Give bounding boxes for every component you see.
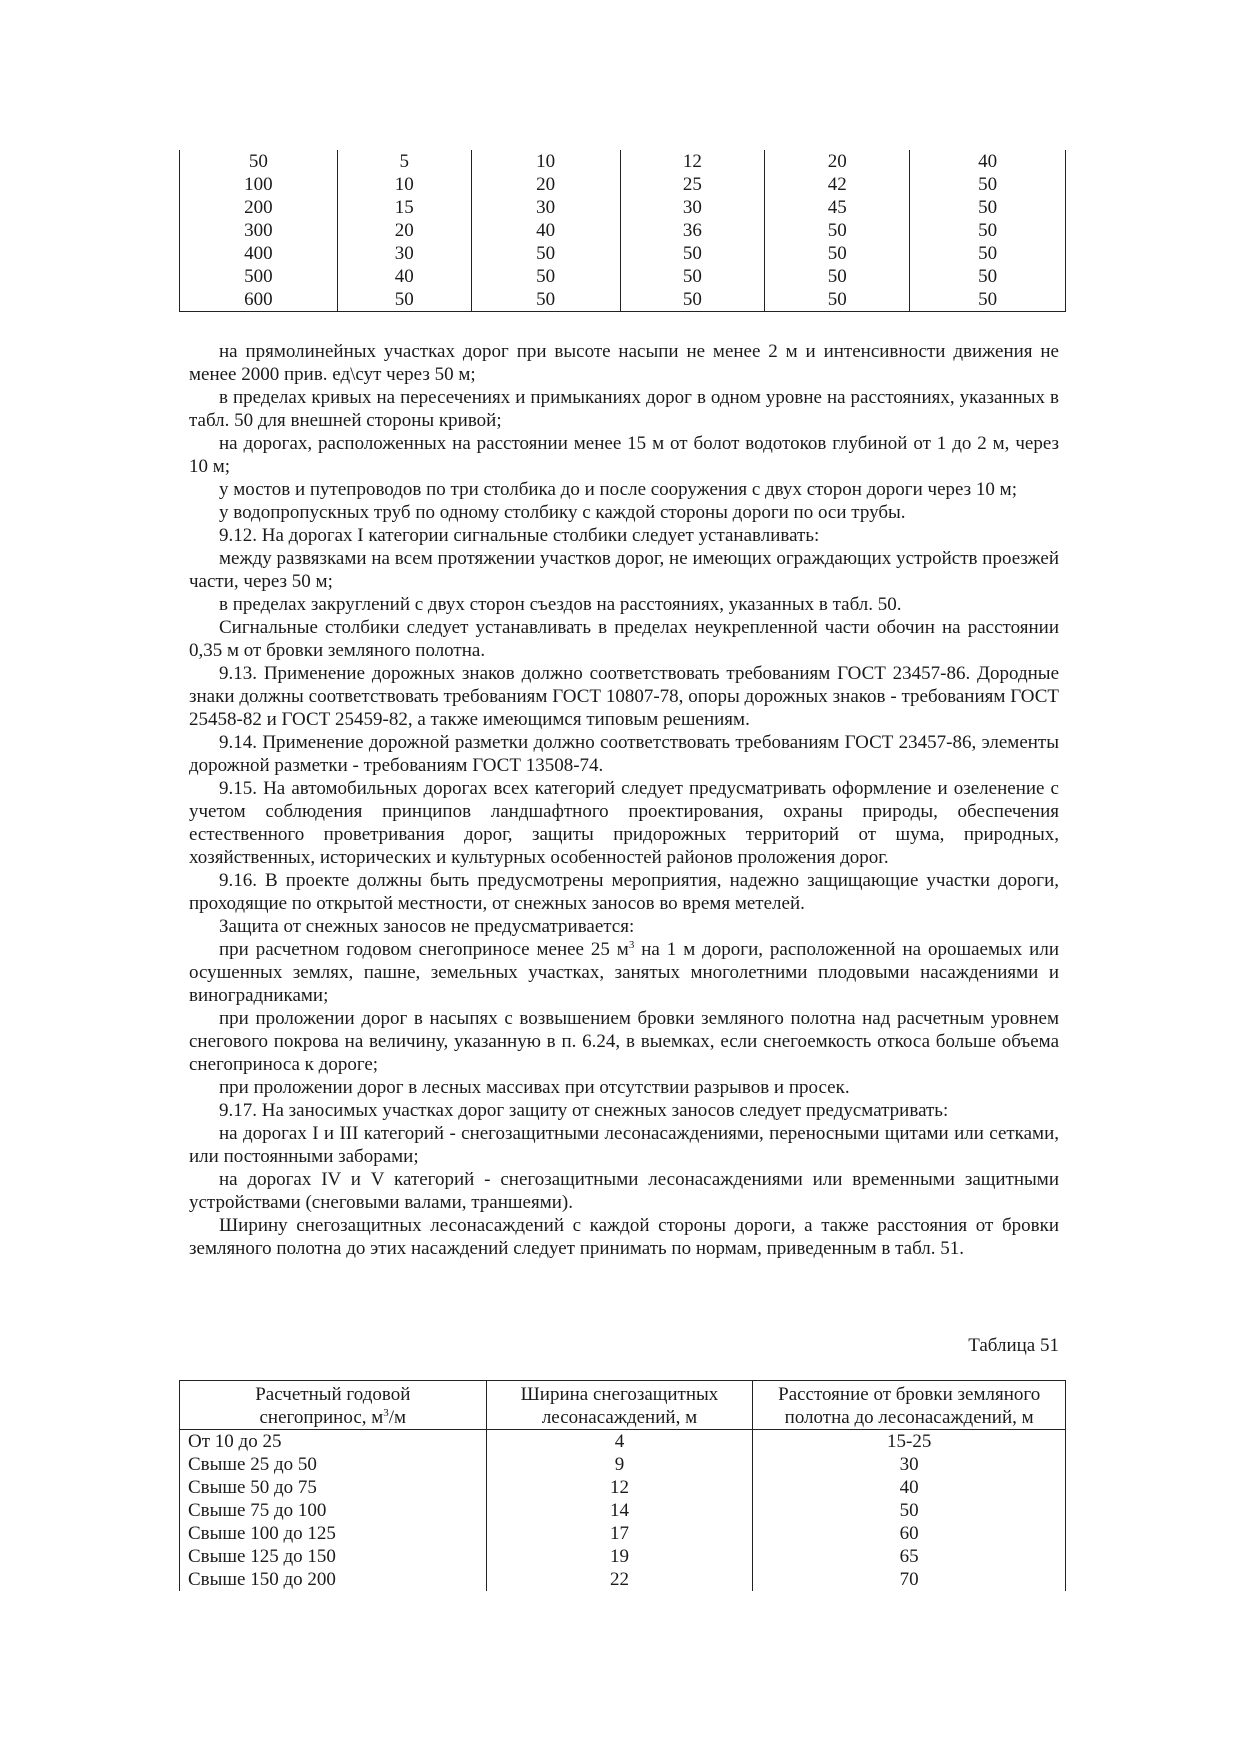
- paragraph: Сигнальные столбики следует устанавливать в пределах неукрепленной части обочин на расстоянии 0,35 м от бровки земляного полотна.: [189, 617, 1059, 661]
- table-cell: 15-25: [753, 1430, 1066, 1454]
- table-cell: 50: [753, 1499, 1066, 1522]
- table-cell: 36: [620, 219, 765, 242]
- table-cell: Свыше 125 до 150: [180, 1545, 487, 1568]
- paragraph: Защита от снежных заносов не предусматривается:: [219, 916, 635, 937]
- table-cell: 45: [765, 196, 910, 219]
- table-cell: 40: [471, 219, 620, 242]
- paragraph: на дорогах IV и V категорий - снегозащитными лесонасаждениями или временными защитными устройствами (снеговыми валами, траншеями).: [189, 1169, 1059, 1213]
- table-cell: 12: [486, 1476, 753, 1499]
- table-cell: 40: [337, 265, 471, 288]
- table-cell: От 10 до 25: [180, 1430, 487, 1454]
- table-cell: 9: [486, 1453, 753, 1476]
- paragraph: Ширину снегозащитных лесонасаждений с каждой стороны дороги, а также расстояния от бровки земляного полотна до этих насаждений следует принимать по нормам, приведенным в табл. 51.: [189, 1215, 1059, 1259]
- table-cell: 65: [753, 1545, 1066, 1568]
- table-cell: 70: [753, 1568, 1066, 1591]
- table-cell: 600: [180, 288, 338, 312]
- table-cell: 5: [337, 150, 471, 173]
- table-cell: 300: [180, 219, 338, 242]
- paragraph-snow-threshold: при расчетном годовом снегоприносе менее 25 $м^3$ на 1 м дороги, расположенной на орошаемых или осушенных землях, пашне, земельных участках, занятых многолетними плодовыми насаждениями и виноградниками;: [189, 939, 1059, 1006]
- paragraph: у водопропускных труб по одному столбику с каждой стороны дороги по оси трубы.: [219, 502, 906, 523]
- paragraph: 9.12. На дорогах I категории сигнальные столбики следует устанавливать:: [219, 525, 820, 546]
- table-row: [180, 265, 1066, 288]
- body-text: [189, 340, 1059, 1260]
- table-cell: 50: [765, 219, 910, 242]
- table-cell: Свыше 75 до 100: [180, 1499, 487, 1522]
- paragraph: при проложении дорог в насыпях с возвышением бровки земляного полотна над расчетным уровнем снегового покрова на величину, указанную в п. 6.24, в выемках, если снегоемкость откоса больше объема снегоприноса к дороге;: [189, 1008, 1059, 1075]
- table-51-title: Таблица 51: [968, 1335, 1059, 1356]
- paragraph: 9.14. Применение дорожной разметки должно соответствовать требованиям ГОСТ 23457-86, элементы дорожной разметки - требованиям ГОСТ 13508-74.: [189, 732, 1059, 776]
- table-row: [180, 150, 1066, 173]
- table-cell: 50: [765, 265, 910, 288]
- table-row: [180, 288, 1066, 312]
- paragraph: у мостов и путепроводов по три столбика до и после сооружения с двух сторон дороги через 10 м;: [219, 479, 1017, 500]
- table-cell: 60: [753, 1522, 1066, 1545]
- paragraph: между развязками на всем протяжении участков дорог, не имеющих ограждающих устройств проезжей части, через 50 м;: [189, 548, 1059, 592]
- paragraph: 9.16. В проекте должны быть предусмотрены мероприятия, надежно защищающие участки дороги, проходящие по открытой местности, от снежных заносов во время метелей.: [189, 870, 1059, 914]
- table-50-continued: [179, 150, 1066, 312]
- table-cell: 50: [765, 242, 910, 265]
- paragraph: при проложении дорог в лесных массивах при отсутствии разрывов и просек.: [219, 1077, 850, 1098]
- table-cell: 10: [337, 173, 471, 196]
- table-cell: Свыше 25 до 50: [180, 1453, 487, 1476]
- table-cell: 30: [337, 242, 471, 265]
- table-row: [180, 196, 1066, 219]
- table-cell: 200: [180, 196, 338, 219]
- table-cell: 20: [337, 219, 471, 242]
- paragraph: на дорогах, расположенных на расстоянии менее 15 м от болот водотоков глубиной от 1 до 2 м, через 10 м;: [189, 433, 1059, 477]
- table-row: [180, 1522, 1066, 1545]
- table-cell: 40: [753, 1476, 1066, 1499]
- table-row: [180, 1499, 1066, 1522]
- table-cell: 40: [910, 150, 1066, 173]
- paragraph: 9.15. На автомобильных дорогах всех категорий следует предусматривать оформление и озеленение с учетом соблюдения принципов ландшафтного проектирования, охраны природы, обеспечения естественного проветривания дорог, защиты придорожных территорий от шума, природных, хозяйственных, исторических и культурных особенностей районов проложения дорог.: [189, 778, 1059, 868]
- table-row: [180, 219, 1066, 242]
- header-annual-snow-transfer: Расчетный годовой снегопринос, $м^3/м$: [180, 1381, 487, 1430]
- table-cell: 19: [486, 1545, 753, 1568]
- table-51: [179, 1380, 1066, 1591]
- table-cell: 22: [486, 1568, 753, 1591]
- table-cell: 50: [337, 288, 471, 312]
- paragraph: в пределах закруглений с двух сторон съездов на расстояниях, указанных в табл. 50.: [219, 594, 902, 615]
- table-cell: 50: [910, 288, 1066, 312]
- table-row: [180, 1453, 1066, 1476]
- table-row: [180, 1545, 1066, 1568]
- table-cell: 100: [180, 173, 338, 196]
- table-cell: 20: [471, 173, 620, 196]
- table-row: [180, 242, 1066, 265]
- table-row: [180, 1476, 1066, 1499]
- table-cell: 50: [765, 288, 910, 312]
- paragraph: на дорогах I и III категорий - снегозащитными лесонасаждениями, переносными щитами или сетками, или постоянными заборами;: [189, 1123, 1059, 1167]
- table-row: [180, 1430, 1066, 1454]
- paragraph: 9.13. Применение дорожных знаков должно соответствовать требованиям ГОСТ 23457-86. Дородные знаки должны соответствовать требованиям ГОСТ 10807-78, опоры дорожных знаков - требованиям ГОСТ 25458-82 и ГОСТ 25459-82, а также имеющимся типовым решениям.: [189, 663, 1059, 730]
- table-cell: 17: [486, 1522, 753, 1545]
- table-cell: 50: [180, 150, 338, 173]
- table-cell: 4: [486, 1430, 753, 1454]
- table-cell: 50: [910, 173, 1066, 196]
- table-cell: 50: [471, 242, 620, 265]
- table-cell: 42: [765, 173, 910, 196]
- table-cell: Свыше 150 до 200: [180, 1568, 487, 1591]
- table-row: [180, 173, 1066, 196]
- table-cell: 30: [620, 196, 765, 219]
- table-cell: 50: [910, 219, 1066, 242]
- table-cell: 50: [471, 288, 620, 312]
- paragraph: на прямолинейных участках дорог при высоте насыпи не менее 2 м и интенсивности движения не менее 2000 прив. ед\сут через 50 м;: [189, 341, 1059, 385]
- table-cell: 10: [471, 150, 620, 173]
- table-cell: 50: [471, 265, 620, 288]
- table-cell: 14: [486, 1499, 753, 1522]
- table-cell: 30: [471, 196, 620, 219]
- table-cell: 400: [180, 242, 338, 265]
- table-cell: 50: [910, 242, 1066, 265]
- paragraph: в пределах кривых на пересечениях и примыканиях дорог в одном уровне на расстояниях, указанных в табл. 50 для внешней стороны кривой;: [189, 387, 1059, 431]
- table-row: [180, 1568, 1066, 1591]
- table-cell: 30: [753, 1453, 1066, 1476]
- table-cell: 50: [620, 242, 765, 265]
- table-cell: Свыше 100 до 125: [180, 1522, 487, 1545]
- header-distance-from-edge: Расстояние от бровки земляного полотна до лесонасаждений, м: [753, 1381, 1066, 1430]
- table-cell: 15: [337, 196, 471, 219]
- table-cell: 500: [180, 265, 338, 288]
- table-cell: 50: [910, 196, 1066, 219]
- table-cell: Свыше 50 до 75: [180, 1476, 487, 1499]
- paragraph: 9.17. На заносимых участках дорог защиту от снежных заносов следует предусматривать:: [219, 1100, 949, 1121]
- table-cell: 50: [910, 265, 1066, 288]
- table-51-header-row: [180, 1381, 1066, 1430]
- table-cell: 50: [620, 288, 765, 312]
- table-cell: 12: [620, 150, 765, 173]
- table-cell: 20: [765, 150, 910, 173]
- header-planting-width: Ширина снегозащитных лесонасаждений, м: [486, 1381, 753, 1430]
- table-cell: 50: [620, 265, 765, 288]
- table-cell: 25: [620, 173, 765, 196]
